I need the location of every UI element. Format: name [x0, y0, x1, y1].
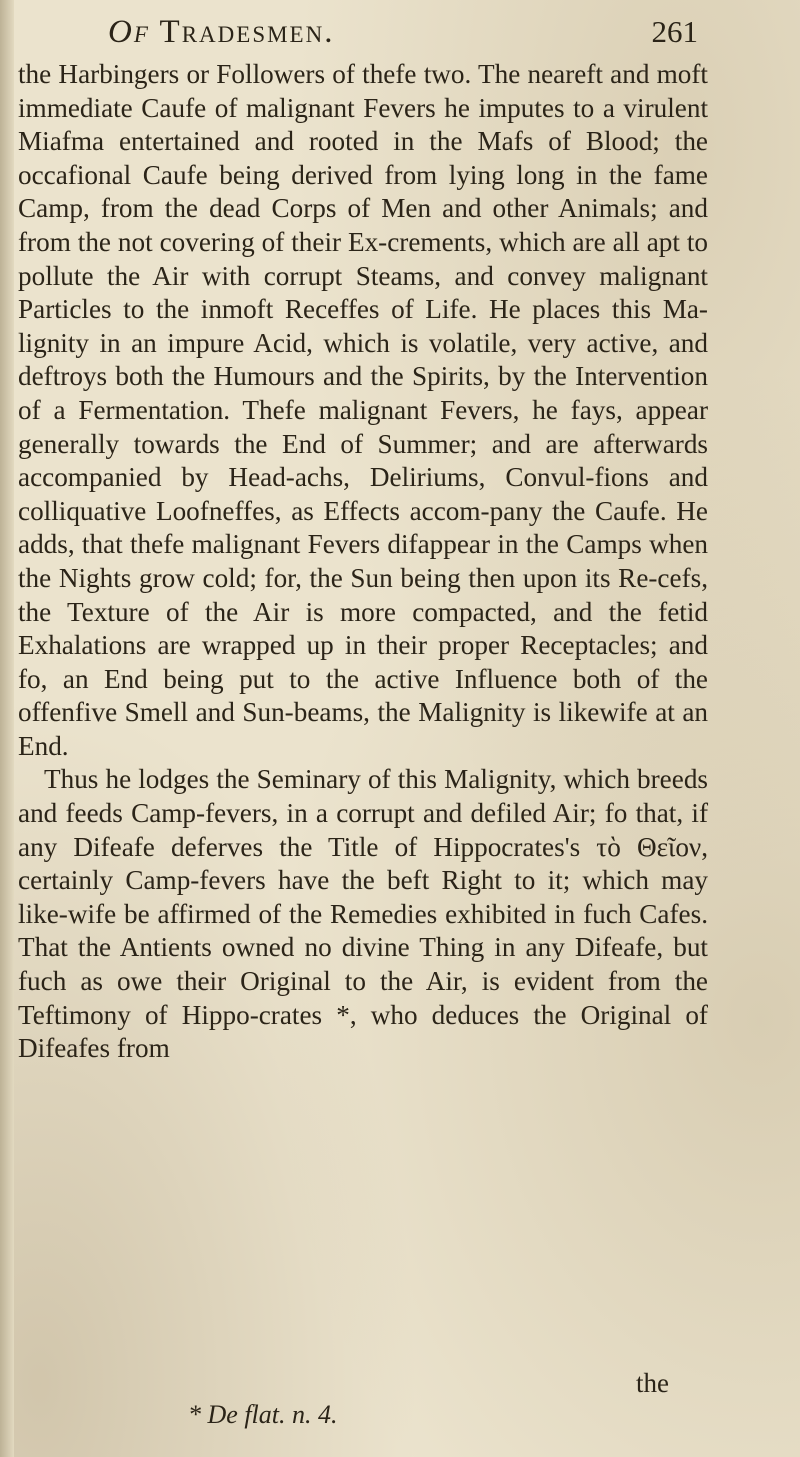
catchword: the — [636, 1368, 669, 1398]
footnote: * De flat. n. 4. — [188, 1400, 338, 1429]
page-number: 261 — [651, 14, 698, 49]
paragraph-2: Thus he lodges the Seminary of this Malignity, which breeds and feeds Camp-fevers, in a corrupt and defiled Air; fo that, if any Difeafe deferves the Title of Hippocrates's τὸ Θεῖον, certainly Camp-fevers have the beft Right to it; which may like-wife be affirmed of the Remedies exhibited in fuch Cafes. That the Antients owned no divine Thing in any Difeafe, but fuch as owe their Original to the Air, is evident from the Teftimony of Hippo-crates *, who deduces the Original of Difeafes from — [18, 764, 708, 1064]
running-head-title: Tradesmen. — [159, 14, 335, 50]
page-header — [108, 14, 708, 54]
body-text — [18, 58, 708, 1066]
running-head-of: Of — [108, 14, 150, 50]
paragraph-1: the Harbingers or Followers of thefe two. The neareft and moft immediate Caufe of malignant Fevers he imputes to a virulent Miafma entertained and rooted in the Mafs of Blood; the occafional Caufe being derived from lying long in the fame Camp, from the dead Corps of Men and other Animals; and from the not covering of their Ex-crements, which are all apt to pollute the Air with corrupt Steams, and convey malignant Particles to the inmoft Receffes of Life. He places this Ma-lignity in an impure Acid, which is volatile, very active, and deftroys both the Humours and the Spirits, by the Intervention of a Fermentation. Thefe malignant Fevers, he fays, appear generally towards the End of Summer; and are afterwards accompanied by Head-achs, Deliriums, Convul-fions and colliquative Loofneffes, as Effects accom-pany the Caufe. He adds, that thefe malignant Fevers difappear in the Camps when the Nights grow cold; for, the Sun being then upon its Re-cefs, the Texture of the Air is more compacted, and the fetid Exhalations are wrapped up in their proper Receptacles; and fo, an End being put to the active Influence both of the offenfive Smell and Sun-beams, the Malignity is likewife at an End. — [18, 59, 708, 761]
page-gutter — [0, 0, 14, 1457]
running-head — [108, 14, 334, 51]
